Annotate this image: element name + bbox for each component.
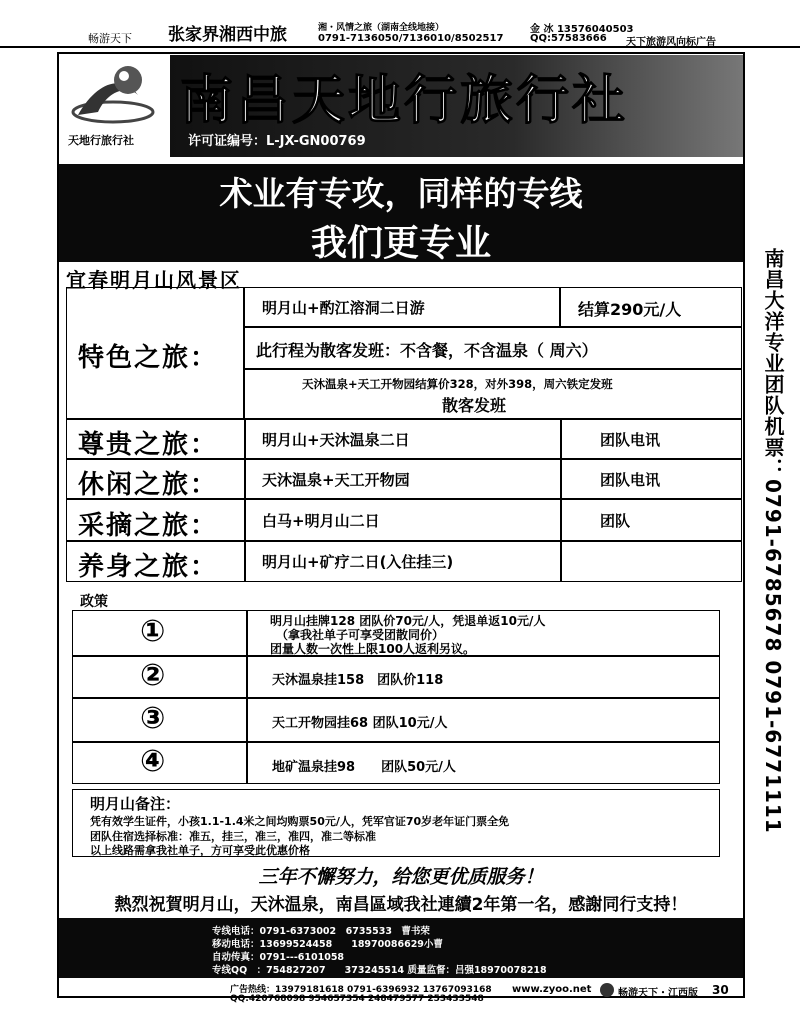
- policy-num: ③: [140, 701, 166, 736]
- tour-route: 明月山+天沐温泉二日: [262, 431, 410, 449]
- agency-name: 南昌天地行旅行社: [180, 70, 628, 131]
- tour-label: 休闲之旅：: [78, 470, 219, 500]
- top-right-tag: 天下旅游风向标广告: [626, 37, 716, 48]
- featured-extra-2: 散客发班: [442, 396, 507, 415]
- footer-url[interactable]: www.zyoo.net: [512, 984, 592, 995]
- contact-line: 专线电话：0791-6373002 6735533 曹书荣: [212, 926, 430, 937]
- featured-price: 结算290元/人: [578, 300, 682, 319]
- notes-line: 团队住宿选择标准：准五，挂三，准三，准四，准二等标准: [90, 830, 376, 843]
- tour-note: 团队: [600, 512, 631, 530]
- top-ad-qq: QQ:57583666: [530, 33, 607, 44]
- logo-text: 天地行旅行社: [68, 134, 134, 147]
- side-ticket-ad: 南昌大洋专业团队机票：0791-6785678 0791-6771111: [761, 248, 785, 834]
- footer-brand: 畅游天下・江西版: [618, 988, 698, 999]
- page-number: 30: [712, 983, 729, 997]
- notes-line: 以上线路需拿我社单子，方可享受此优惠价格: [90, 844, 310, 857]
- tour-route: 明月山+矿疗二日(入住挂三): [262, 553, 454, 571]
- policy-line: 团量人数一次性上限100人返利另议。: [270, 642, 476, 656]
- contact-line: 专线QQ ：754827207 373245514 质量监督：吕强18970078218: [212, 965, 547, 976]
- column-divider: [560, 419, 562, 582]
- footer-ad-qq: QQ:420768098 954657354 248479577 253433548: [230, 994, 484, 1004]
- tour-label: 尊贵之旅：: [78, 430, 219, 460]
- tour-route: 白马+明月山二日: [262, 512, 380, 530]
- banner-line-2: 我们更专业: [310, 223, 491, 264]
- tour-label: 养身之旅：: [78, 552, 219, 582]
- congratulations-text: 熱烈祝賀明月山，天沐温泉，南昌區域我社連續2年第一名，感謝同行支持！: [114, 895, 688, 915]
- agency-logo-icon: [68, 60, 158, 130]
- top-ad-title: 张家界湘西中旅: [168, 25, 287, 45]
- top-ad-phones: 0791-7136050/7136010/8502517: [318, 33, 504, 44]
- license-number: 许可证编号：L-JX-GN00769: [188, 134, 366, 149]
- tour-label: 采摘之旅：: [78, 511, 219, 541]
- policy-line: 地矿温泉挂98 团队50元/人: [272, 760, 456, 775]
- notes-line: 凭有效学生证件，小孩1.1-1.4米之间均购票50元/人，凭军官证70岁老年证门票全免: [90, 815, 510, 828]
- policy-num: ①: [140, 614, 166, 649]
- contact-line: 移动电话：13699524458 18970086629小曹: [212, 939, 443, 950]
- top-left-tag: 畅游天下: [88, 32, 132, 45]
- policy-line: 明月山挂牌128 团队价70元/人，凭退单返10元/人: [270, 614, 546, 628]
- featured-label: 特色之旅：: [78, 343, 219, 373]
- featured-extra-1: 天沐温泉+天工开物园结算价328，对外398，周六铁定发班: [302, 377, 613, 391]
- policy-num: ②: [140, 658, 166, 693]
- notes-title: 明月山备注：: [90, 795, 181, 813]
- tour-note: 团队电讯: [600, 431, 661, 449]
- tour-route: 天沐温泉+天工开物园: [262, 471, 410, 489]
- policy-title: 政策: [80, 594, 108, 610]
- scenic-title: 宜春明月山风景区: [66, 268, 242, 292]
- tour-note: 团队电讯: [600, 471, 661, 489]
- policy-line: 天工开物园挂68 团队10元/人: [272, 716, 448, 731]
- policy-line: 天沐温泉挂158 团队价118: [272, 673, 444, 688]
- policy-num: ④: [140, 744, 166, 779]
- top-header-bar: [0, 0, 800, 48]
- brand-icon: [600, 983, 614, 997]
- service-slogan: 三年不懈努力，给您更优质服务！: [258, 866, 544, 888]
- featured-desc: 此行程为散客发班：不含餐，不含温泉（ 周六）: [256, 341, 598, 360]
- featured-route: 明月山+酌江溶洞二日游: [262, 299, 425, 317]
- contact-line: 自动传真：0791---6101058: [212, 952, 345, 963]
- policy-line: （拿我社单子可享受团散同价）: [276, 628, 445, 642]
- top-ad-slogan: 湘・风情之旅（湖南全线地接）: [318, 23, 445, 33]
- footer-ad-phone: 广告热线：13979181618 0791-6396932 13767093168: [230, 985, 492, 995]
- banner-line-1: 术业有专攻，同样的专线: [219, 174, 583, 213]
- top-ad-contact: 金 冰 13576040503: [530, 24, 634, 35]
- column-divider: [244, 419, 246, 582]
